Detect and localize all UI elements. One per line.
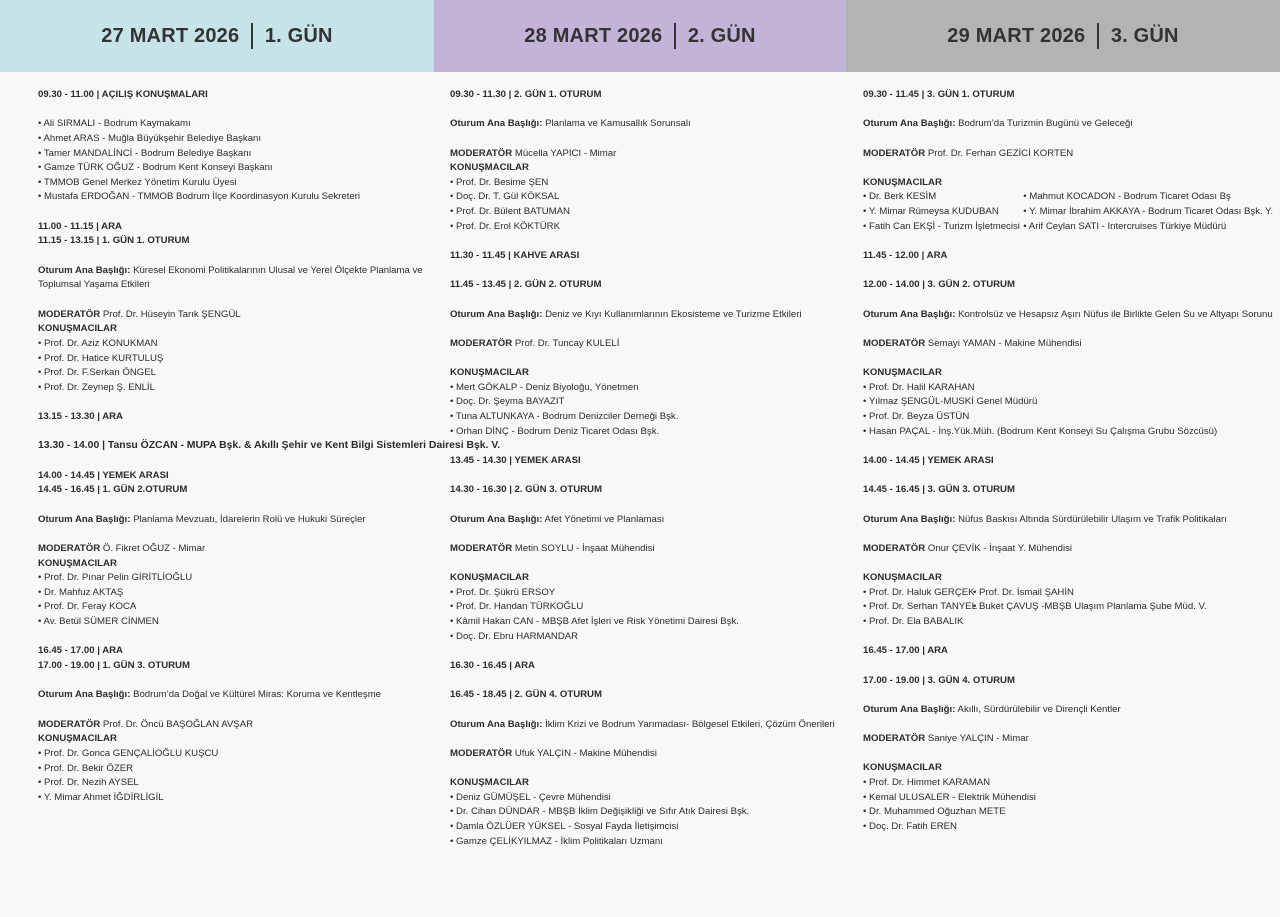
break-time: 11.45 - 12.00 | ARA bbox=[863, 250, 948, 262]
speakers-heading: KONUŞMACILAR bbox=[863, 762, 942, 774]
session-topic bbox=[38, 264, 433, 293]
speaker-item: • Prof. Dr. Beyza ÜSTÜN bbox=[863, 411, 970, 423]
topic-text: Deniz ve Kıyı Kullanımlarının Ekosisteme ve Turizme Etkileri bbox=[542, 308, 802, 320]
moderator-name: Metin SOYLU - İnşaat Mühendisi bbox=[512, 542, 655, 554]
break-time: 16.45 - 17.00 | ARA bbox=[38, 645, 123, 657]
session-time: 09.30 - 11.30 | 2. GÜN 1. OTURUM bbox=[450, 89, 602, 100]
speaker-item: • Mert GÖKALP - Deniz Biyoloğu, Yönetmen bbox=[450, 381, 639, 393]
day-3-program bbox=[863, 88, 1273, 835]
speaker-item: • Dr. Berk KESİM bbox=[863, 191, 937, 203]
day-2-date: 28 MART 2026 bbox=[524, 24, 663, 47]
speaker-item: • Prof. Dr. Bekir ÖZER bbox=[38, 762, 134, 774]
lunch-break: 14.00 - 14.45 | YEMEK ARASI bbox=[38, 469, 169, 481]
session-time: 16.45 - 18.45 | 2. GÜN 4. OTURUM bbox=[450, 689, 602, 701]
break-time: 11.00 - 11.15 | ARA bbox=[38, 220, 122, 232]
speaker-item: • Dr. Mahfuz AKTAŞ bbox=[38, 586, 124, 598]
session-time: 12.00 - 14.00 | 3. GÜN 2. OTURUM bbox=[863, 279, 1015, 291]
speaker-item: • TMMOB Genel Merkez Yönetim Kurulu Üyesi bbox=[38, 176, 237, 188]
speaker-item: • Fatih Can EKŞİ - Turizm İşletmecisi bbox=[863, 220, 1020, 232]
speaker-list-two-column bbox=[863, 190, 1273, 234]
moderator-label: MODERATÖR bbox=[38, 542, 101, 554]
moderator-name: Ufuk YALÇIN - Makine Mühendisi bbox=[512, 747, 657, 759]
moderator-name: Prof. Dr. Tuncay KULELİ bbox=[512, 337, 620, 349]
moderator-name: Prof. Dr. Hüseyin Tarık ŞENGÜL bbox=[100, 308, 241, 320]
speakers-heading: KONUŞMACILAR bbox=[450, 162, 529, 174]
speaker-list-left bbox=[863, 586, 977, 630]
moderator-label: MODERATÖR bbox=[450, 337, 513, 349]
moderator bbox=[863, 147, 1273, 162]
topic-label: Oturum Ana Başlığı: bbox=[863, 703, 956, 715]
moderator-label: MODERATÖR bbox=[863, 337, 926, 349]
day-2-label: 2. GÜN bbox=[687, 24, 756, 47]
speaker-item: • Kemal ULUSALER - Elektrik Mühendisi bbox=[863, 791, 1036, 803]
speaker-list-right bbox=[1023, 190, 1273, 234]
moderator bbox=[450, 747, 840, 762]
speaker-list-two-column bbox=[863, 586, 1273, 630]
session-topic bbox=[863, 117, 1273, 132]
speaker-item: • Ali SIRMALI - Bodrum Kaymakamı bbox=[38, 118, 191, 130]
speakers-heading: KONUŞMACILAR bbox=[863, 367, 942, 379]
moderator-name: Ö. Fikret OĞUZ - Mimar bbox=[100, 542, 206, 554]
speaker-item: • Damla ÖZLÜER YÜKSEL - Sosyal Fayda İletişimcisi bbox=[450, 821, 679, 833]
day-3-header bbox=[846, 0, 1280, 72]
speaker-item: • Gamze TÜRK OĞUZ - Bodrum Kent Konseyi Başkanı bbox=[38, 162, 273, 174]
speaker-item: • Prof. Dr. Nezih AYSEL bbox=[38, 777, 139, 789]
topic-text: Bodrum’da Turizmin Bugünü ve Geleceği bbox=[955, 118, 1133, 130]
speaker-item: • Prof. Dr. Gonca GENÇALİOĞLU KUŞCU bbox=[38, 747, 219, 759]
speakers-heading: KONUŞMACILAR bbox=[863, 572, 942, 584]
topic-text: Küresel Ekonomi Politikalarının Ulusal ve Yerel Ölçekte Planlama ve Toplumsal Yaşama Etkileri bbox=[38, 264, 423, 291]
moderator bbox=[38, 308, 433, 323]
session-time: 09.30 - 11.45 | 3. GÜN 1. OTURUM bbox=[863, 89, 1015, 100]
session-topic bbox=[450, 718, 840, 733]
moderator-name: Semayi YAMAN - Makine Mühendisi bbox=[925, 337, 1082, 349]
speakers-heading: KONUŞMACILAR bbox=[450, 367, 529, 379]
speaker-item: • Prof. Dr. Feray KOCA bbox=[38, 601, 137, 613]
speaker-item: • Y. Mimar İbrahim AKKAYA - Bodrum Ticaret Odası Bşk. Y. bbox=[1023, 206, 1273, 218]
topic-text: Planlama Mevzuatı, İdarelerin Rolü ve Hukuki Süreçler bbox=[130, 513, 366, 525]
topic-text: Afet Yönetimi ve Planlaması bbox=[542, 513, 665, 525]
speaker-item: • Prof. Dr. Şükrü ERSOY bbox=[450, 586, 556, 598]
moderator bbox=[450, 542, 840, 557]
speaker-item: • Prof. Dr. İsmail ŞAHİN bbox=[973, 586, 1074, 598]
topic-label: Oturum Ana Başlığı: bbox=[863, 308, 956, 320]
moderator bbox=[38, 542, 433, 557]
speaker-item: • Prof. Dr. Pınar Pelin GİRİTLİOĞLU bbox=[38, 572, 193, 584]
lunch-break: 14.00 - 14.45 | YEMEK ARASI bbox=[863, 455, 994, 467]
speaker-item: • Y. Mimar Ahmet İĞDİRLİGİL bbox=[38, 791, 164, 803]
topic-label: Oturum Ana Başlığı: bbox=[450, 118, 543, 130]
topic-label: Oturum Ana Başlığı: bbox=[38, 513, 131, 525]
speaker-item: • Tuna ALTUNKAYA - Bodrum Denizciler Derneği Bşk. bbox=[450, 411, 679, 423]
moderator-label: MODERATÖR bbox=[450, 747, 513, 759]
moderator bbox=[863, 542, 1273, 557]
speaker-item: • Doç. Dr. Şeyma BAYAZIT bbox=[450, 396, 565, 408]
keynote-session: 13.30 - 14.00 | Tansu ÖZCAN - MUPA Bşk. & Akıllı Şehir ve Kent Bilgi Sistemleri Dairesi Bşk. V. bbox=[38, 440, 501, 452]
session-topic bbox=[38, 513, 433, 528]
session-topic bbox=[38, 688, 433, 703]
topic-label: Oturum Ana Başlığı: bbox=[38, 689, 131, 701]
speaker-list-right bbox=[973, 586, 1207, 630]
speaker-item: • Doç. Dr. Fatih EREN bbox=[863, 821, 957, 833]
speakers-heading: KONUŞMACILAR bbox=[38, 323, 117, 335]
break-time: 16.30 - 16.45 | ARA bbox=[450, 659, 535, 671]
moderator-name: Mücella YAPICI - Mimar bbox=[512, 147, 617, 159]
lunch-break: 13.45 - 14.30 | YEMEK ARASI bbox=[450, 455, 581, 467]
topic-label: Oturum Ana Başlığı: bbox=[450, 308, 543, 320]
speaker-item: • Deniz GÜMÜŞEL - Çevre Mühendisi bbox=[450, 791, 611, 803]
session-time: 14.45 - 16.45 | 1. GÜN 2.OTURUM bbox=[38, 484, 188, 496]
session-time: 17.00 - 19.00 | 1. GÜN 3. OTURUM bbox=[38, 660, 190, 672]
speaker-item: • Prof. Dr. Haluk GERÇEK bbox=[863, 586, 975, 598]
moderator-label: MODERATÖR bbox=[863, 542, 926, 554]
speaker-item: • Prof. Dr. Aziz KONUKMAN bbox=[38, 337, 158, 349]
speaker-item: • Arif Ceylan SATI - Intercruises Türkiye Müdürü bbox=[1023, 220, 1227, 232]
speaker-item: • Hasan PAÇAL - İnş.Yük.Müh. (Bodrum Kent Konseyi Su Çalışma Grubu Sözcüsü) bbox=[863, 425, 1218, 437]
speaker-item: • Buket ÇAVUŞ -MBŞB Ulaşım Planlama Şube Müd. V. bbox=[973, 601, 1207, 613]
session-topic bbox=[863, 513, 1273, 528]
speaker-item: • Doç. Dr. Ebru HARMANDAR bbox=[450, 630, 579, 642]
session-time: 11.15 - 13.15 | 1. GÜN 1. OTURUM bbox=[38, 235, 190, 247]
topic-label: Oturum Ana Başlığı: bbox=[863, 118, 956, 130]
session-topic bbox=[863, 703, 1273, 718]
speaker-item: • Prof. Dr. F.Serkan ÖNGEL bbox=[38, 367, 156, 379]
speaker-item: • Dr. Cihan DÜNDAR - MBŞB İklim Değişikliği ve Sıfır Atık Dairesi Bşk. bbox=[450, 806, 750, 818]
topic-label: Oturum Ana Başlığı: bbox=[450, 718, 543, 730]
topic-text: İklim Krizi ve Bodrum Yarımadası- Bölgesel Etkileri, Çözüm Önerileri bbox=[542, 718, 835, 730]
speakers-heading: KONUŞMACILAR bbox=[863, 176, 942, 188]
speaker-item: • Doç. Dr. T. Gül KÖKSAL bbox=[450, 191, 560, 203]
topic-text: Nüfus Baskısı Altında Sürdürülebilir Ulaşım ve Trafik Politikaları bbox=[955, 513, 1227, 525]
speaker-list-left bbox=[863, 190, 1023, 234]
moderator-label: MODERATÖR bbox=[38, 308, 101, 320]
day-1-label: 1. GÜN bbox=[264, 24, 333, 47]
moderator-label: MODERATÖR bbox=[450, 542, 513, 554]
moderator bbox=[863, 337, 1273, 352]
speaker-item: • Orhan DİNÇ - Bodrum Deniz Ticaret Odası Bşk. bbox=[450, 425, 660, 437]
speaker-item: • Yılmaz ŞENGÜL-MUSKİ Genel Müdürü bbox=[863, 396, 1038, 408]
moderator-label: MODERATÖR bbox=[450, 147, 513, 159]
day-1-date: 27 MART 2026 bbox=[101, 24, 240, 47]
moderator-label: MODERATÖR bbox=[863, 147, 926, 159]
speakers-heading: KONUŞMACILAR bbox=[450, 777, 529, 789]
session-time: 09.30 - 11.00 | AÇILIŞ KONUŞMALARI bbox=[38, 89, 208, 100]
session-time: 11.45 - 13.45 | 2. GÜN 2. OTURUM bbox=[450, 279, 602, 291]
coffee-break: 11.30 - 11.45 | KAHVE ARASI bbox=[450, 250, 580, 262]
day-2-program bbox=[450, 88, 840, 849]
speaker-item: • Prof. Dr. Zeynep Ş. ENLİL bbox=[38, 381, 155, 393]
day-headers bbox=[0, 0, 1280, 72]
speaker-item: • Y. Mimar Rümeysa KUDUBAN bbox=[863, 206, 999, 218]
speaker-item: • Prof. Dr. Ela BABALIK bbox=[863, 616, 964, 628]
session-time: 17.00 - 19.00 | 3. GÜN 4. OTURUM bbox=[863, 674, 1015, 686]
speaker-item: • Mahmut KOCADON - Bodrum Ticaret Odası Bş bbox=[1023, 191, 1231, 203]
session-time: 14.30 - 16.30 | 2. GÜN 3. OTURUM bbox=[450, 484, 602, 496]
moderator-name: Prof. Dr. Ferhan GEZİCİ KORTEN bbox=[925, 147, 1074, 159]
speaker-item: • Kâmil Hakan CAN - MBŞB Afet İşleri ve Risk Yönetimi Dairesi Bşk. bbox=[450, 616, 739, 628]
header-divider bbox=[674, 23, 676, 49]
day-1-header bbox=[0, 0, 434, 72]
moderator-name: Saniye YALÇIN - Mimar bbox=[925, 733, 1029, 745]
day-3-date: 29 MART 2026 bbox=[947, 24, 1086, 47]
moderator bbox=[863, 732, 1273, 747]
break-time: 16.45 - 17.00 | ARA bbox=[863, 645, 948, 657]
header-divider bbox=[251, 23, 253, 49]
speakers-heading: KONUŞMACILAR bbox=[38, 733, 117, 745]
speaker-item: • Prof. Dr. Erol KÖKTÜRK bbox=[450, 220, 560, 232]
speaker-list bbox=[38, 117, 433, 205]
speaker-item: • Prof. Dr. Halil KARAHAN bbox=[863, 381, 975, 393]
moderator-label: MODERATÖR bbox=[863, 733, 926, 745]
speaker-item: • Dr. Muhammed Oğuzhan METE bbox=[863, 806, 1006, 818]
moderator-name: Onur ÇEVİK - İnşaat Y. Mühendisi bbox=[925, 542, 1073, 554]
speaker-item: • Prof. Dr. Handan TÜRKOĞLU bbox=[450, 601, 584, 613]
day-3-label: 3. GÜN bbox=[1110, 24, 1179, 47]
topic-label: Oturum Ana Başlığı: bbox=[450, 513, 543, 525]
moderator bbox=[450, 147, 840, 162]
moderator-name: Prof. Dr. Öncü BAŞOĞLAN AVŞAR bbox=[100, 718, 254, 730]
topic-label: Oturum Ana Başlığı: bbox=[38, 264, 131, 276]
speaker-item: • Prof. Dr. Himmet KARAMAN bbox=[863, 777, 991, 789]
session-topic bbox=[450, 308, 840, 323]
speakers-heading: KONUŞMACILAR bbox=[38, 557, 117, 569]
session-topic bbox=[450, 513, 840, 528]
break-time: 13.15 - 13.30 | ARA bbox=[38, 411, 123, 423]
session-topic bbox=[450, 117, 840, 132]
speaker-item: • Tamer MANDALİNCİ - Bodrum Belediye Başkanı bbox=[38, 147, 252, 159]
speaker-item: • Prof. Dr. Besime ŞEN bbox=[450, 176, 549, 188]
speaker-item: • Prof. Dr. Bülent BATUMAN bbox=[450, 206, 570, 218]
topic-text: Akıllı, Sürdürülebilir ve Dirençli Kentler bbox=[955, 703, 1121, 715]
speaker-item: • Ahmet ARAS - Muğla Büyükşehir Belediye Başkanı bbox=[38, 132, 262, 144]
session-time: 14.45 - 16.45 | 3. GÜN 3. OTURUM bbox=[863, 484, 1015, 496]
moderator bbox=[450, 337, 840, 352]
day-2-header bbox=[434, 0, 846, 72]
moderator-label: MODERATÖR bbox=[38, 718, 101, 730]
speakers-heading: KONUŞMACILAR bbox=[450, 572, 529, 584]
session-topic bbox=[863, 308, 1273, 323]
moderator bbox=[38, 718, 433, 733]
topic-label: Oturum Ana Başlığı: bbox=[863, 513, 956, 525]
speaker-item: • Prof. Dr. Serhan TANYEL bbox=[863, 601, 977, 613]
speaker-item: • Av. Betül SÜMER CİNMEN bbox=[38, 616, 159, 628]
header-divider bbox=[1097, 23, 1099, 49]
speaker-item: • Mustafa ERDOĞAN - TMMOB Bodrum İlçe Koordinasyon Kurulu Sekreteri bbox=[38, 191, 361, 203]
topic-text: Kontrolsüz ve Hesapsız Aşırı Nüfus ile Birlikte Gelen Su ve Altyapı Sorunu bbox=[955, 308, 1273, 320]
speaker-item: • Gamze ÇELİKYILMAZ - İklim Politikaları Uzmanı bbox=[450, 835, 663, 847]
topic-text: Bodrum’da Doğal ve Kültürel Miras: Koruma ve Kentleşme bbox=[130, 689, 382, 701]
topic-text: Planlama ve Kamusallık Sorunsalı bbox=[542, 118, 691, 130]
speaker-item: • Prof. Dr. Hatice KURTULUŞ bbox=[38, 352, 164, 364]
